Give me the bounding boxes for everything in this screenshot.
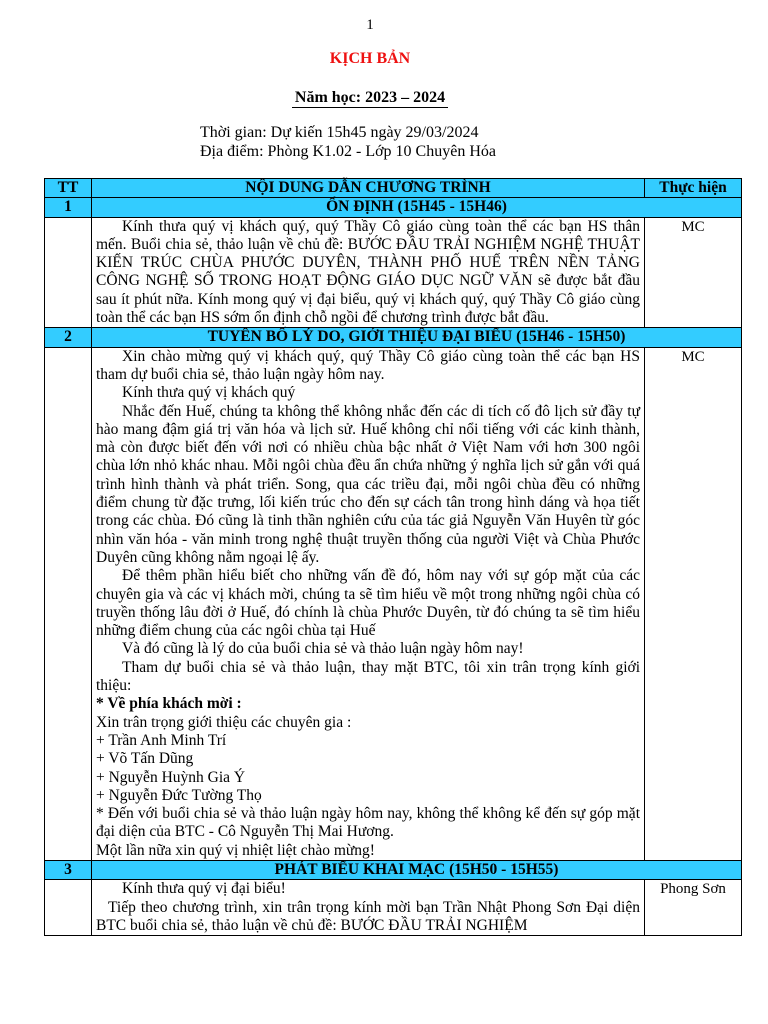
school-year-text: Năm học: 2023 – 2024 bbox=[292, 89, 448, 108]
section-title: PHÁT BIỂU KHAI MẠC (15H50 - 15H55) bbox=[92, 860, 742, 879]
paragraph: Xin chào mừng quý vị khách quý, quý Thầy Cô giáo cùng toàn thể các bạn HS tham dự buổi chia sẻ, thảo luận ngày hôm nay. bbox=[96, 347, 640, 383]
section-number: 1 bbox=[45, 198, 92, 217]
section-body-row bbox=[45, 217, 742, 328]
paragraph: Và đó cũng là lý do của buổi chia sẻ và thảo luận ngày hôm nay! bbox=[122, 640, 524, 658]
section-body-row bbox=[45, 880, 742, 936]
document-title: KỊCH BẢN bbox=[329, 50, 411, 67]
section-row bbox=[45, 860, 742, 879]
section-content bbox=[92, 217, 645, 328]
btc-note: * Đến với buổi chia sẻ và thảo luận ngày hôm nay, không thể không kể đến sự góp mặt đại diện của BTC - Cô Nguyễn Thị Mai Hương. bbox=[96, 805, 640, 841]
paragraph: Để thêm phần hiểu biết cho những vấn đề đó, hôm nay với sự góp mặt của các chuyên gia và các vị khách mời, chúng ta sẽ tìm hiểu về một trong những ngôi chùa có truyền thống lâu đời ở Huế, đó chính là chùa Phước Duyên, từ đó chúng ta sẽ tìm hiểu những điểm chung của các ngôi chùa tại Huế bbox=[96, 567, 640, 640]
performer: MC bbox=[645, 217, 742, 328]
empty-cell bbox=[45, 880, 92, 936]
guests-intro: Xin trân trọng giới thiệu các chuyên gia : bbox=[96, 713, 352, 731]
performer: MC bbox=[645, 347, 742, 860]
performer: Phong Sơn bbox=[645, 880, 742, 936]
section-title: TUYÊN BỐ LÝ DO, GIỚI THIỆU ĐẠI BIỂU (15H46 - 15H50) bbox=[92, 328, 742, 347]
section-row bbox=[45, 198, 742, 217]
header-performer: Thực hiện bbox=[645, 179, 742, 198]
event-place: Địa điểm: Phòng K1.02 - Lớp 10 Chuyên Hóa bbox=[200, 143, 496, 160]
paragraph: Kính thưa quý vị khách quý, quý Thầy Cô giáo cùng toàn thể các bạn HS thân mến. Buổi chia sẻ, thảo luận về chủ đề: BƯỚC ĐẦU TRẢI NGHIỆM NGHỆ THUẬT KIẾN TRÚC CHÙA PHƯỚC DUYÊN, THÀNH PHỐ HUẾ TRÊN NỀN TẢNG CÔNG NGHỆ SỐ TRONG HOẠT ĐỘNG GIÁO DỤC NGỮ VĂN sẽ được bắt đầu sau ít phút nữa. Kính mong quý vị đại biểu, quý vị khách quý, quý Thầy Cô giáo cùng toàn thể các bạn HS sớm ổn định chỗ ngồi để chương trình được bắt đầu. bbox=[96, 217, 640, 327]
page-number: 1 bbox=[366, 17, 374, 33]
program-table bbox=[44, 178, 742, 936]
paragraph: Kính thưa quý vị đại biểu! bbox=[122, 880, 286, 898]
paragraph: Tham dự buổi chia sẻ và thảo luận, thay mặt BTC, tôi xin trân trọng kính giới thiệu: bbox=[96, 658, 640, 695]
empty-cell bbox=[45, 217, 92, 328]
closing-line: Một lần nữa xin quý vị nhiệt liệt chào mừng! bbox=[96, 841, 375, 859]
paragraph: Kính thưa quý vị khách quý bbox=[122, 384, 296, 402]
section-content bbox=[92, 347, 645, 860]
event-time: Thời gian: Dự kiến 15h45 ngày 29/03/2024 bbox=[200, 124, 479, 141]
empty-cell bbox=[45, 347, 92, 860]
table-header-row bbox=[45, 179, 742, 198]
section-content bbox=[92, 880, 645, 936]
guest-item: + Trần Anh Minh Trí bbox=[96, 731, 227, 749]
guest-item: + Nguyễn Đức Tường Thọ bbox=[96, 786, 262, 804]
header-tt: TT bbox=[45, 179, 92, 198]
guest-item: + Võ Tấn Dũng bbox=[96, 750, 194, 768]
section-number: 2 bbox=[45, 328, 92, 347]
section-number: 3 bbox=[45, 860, 92, 879]
paragraph: Nhắc đến Huế, chúng ta không thể không nhắc đến các di tích cố đô lịch sử đầy tự hào mang đậm giá trị văn hóa và lịch sử. Huế không chỉ nổi tiếng với các kinh thành, mà còn được biết đến với nơi có nhiều chùa bậc nhất ở Việt Nam với hơn 300 ngôi chùa lớn nhỏ khác nhau. Mỗi ngôi chùa đều ẩn chứa những ý nghĩa lịch sử gắn với quá trình hình thành và phát triển. Song, qua các triều đại, mỗi ngôi chùa đều có những điểm chung từ đặc trưng, lối kiến trúc cho đến sự cách tân trong hình dáng và họa tiết trong các chùa. Đó cũng là tinh thần nghiên cứu của tác giả Nguyễn Văn Huyên từ góc nhìn văn hóa - văn minh trong nghệ thuật truyền thống của người Việt và Chùa Phước Duyên cũng không nằm ngoại lệ ấy. bbox=[96, 402, 640, 566]
section-row bbox=[45, 328, 742, 347]
guest-item: + Nguyễn Huỳnh Gia Ý bbox=[96, 768, 246, 786]
guests-heading: * Về phía khách mời : bbox=[96, 695, 242, 713]
section-body-row bbox=[45, 347, 742, 860]
section-title: ỔN ĐỊNH (15H45 - 15H46) bbox=[92, 198, 742, 217]
header-content: NỘI DUNG DẪN CHƯƠNG TRÌNH bbox=[92, 179, 645, 198]
paragraph: Tiếp theo chương trình, xin trân trọng kính mời bạn Trần Nhật Phong Sơn Đại diện BTC buổi chia sẻ, thảo luận về chủ đề: BƯỚC ĐẦU TRẢI NGHIỆM bbox=[96, 898, 640, 934]
school-year bbox=[0, 89, 740, 107]
